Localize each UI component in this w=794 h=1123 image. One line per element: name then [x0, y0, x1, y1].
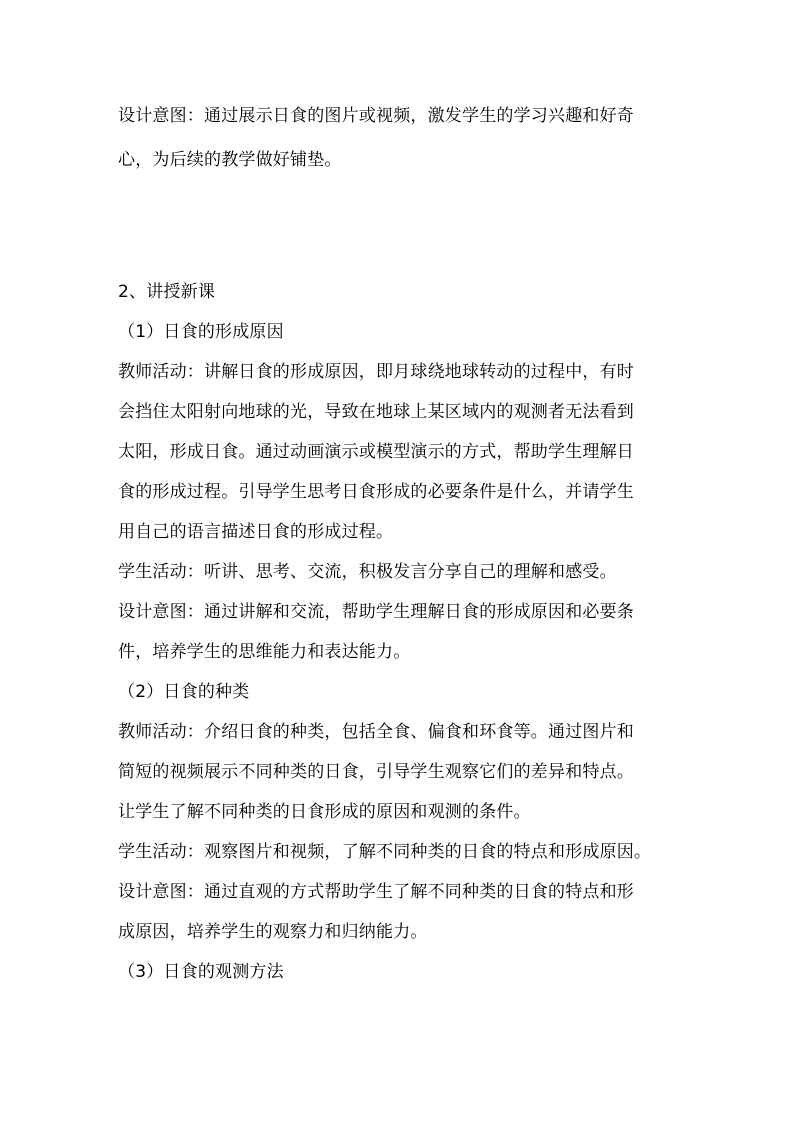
section-heading: 2、讲授新课	[118, 282, 216, 302]
design-intent-line-1: 设计意图：通过讲解和交流，帮助学生理解日食的形成原因和必要条	[118, 602, 634, 622]
design-intent-types-line-1: 设计意图：通过直观的方式帮助学生了解不同种类的日食的特点和形	[118, 882, 634, 902]
subsection-heading-observation: （3）日食的观测方法	[118, 962, 284, 982]
subsection-heading-formation: （1）日食的形成原因	[118, 322, 284, 342]
student-activity-types-line-1: 学生活动：观察图片和视频，了解不同种类的日食的特点和形成原因。	[118, 842, 652, 862]
teacher-activity-types-line-2: 简短的视频展示不同种类的日食，引导学生观察它们的差异和特点。	[118, 762, 634, 782]
teacher-activity-line-4: 食的形成过程。引导学生思考日食形成的必要条件是什么，并请学生	[118, 482, 634, 502]
teacher-activity-types-line-1: 教师活动：介绍日食的种类，包括全食、偏食和环食等。通过图片和	[118, 722, 634, 742]
paragraph-design-intent-line-2: 心，为后续的教学做好铺垫。	[118, 150, 342, 170]
design-intent-types-line-2: 成原因，培养学生的观察力和归纳能力。	[118, 922, 428, 942]
teacher-activity-types-line-3: 让学生了解不同种类的日食形成的原因和观测的条件。	[118, 802, 531, 822]
teacher-activity-line-5: 用自己的语言描述日食的形成过程。	[118, 522, 394, 542]
design-intent-line-2: 件，培养学生的思维能力和表达能力。	[118, 642, 411, 662]
subsection-heading-types: （2）日食的种类	[118, 682, 250, 702]
teacher-activity-line-1: 教师活动：讲解日食的形成原因，即月球绕地球转动的过程中，有时	[118, 362, 634, 382]
teacher-activity-line-2: 会挡住太阳射向地球的光，导致在地球上某区域内的观测者无法看到	[118, 402, 634, 422]
teacher-activity-line-3: 太阳，形成日食。通过动画演示或模型演示的方式，帮助学生理解日	[118, 442, 634, 462]
paragraph-design-intent-line-1: 设计意图：通过展示日食的图片或视频，激发学生的学习兴趣和好奇	[118, 106, 634, 126]
student-activity-line-1: 学生活动：听讲、思考、交流，积极发言分享自己的理解和感受。	[118, 562, 617, 582]
